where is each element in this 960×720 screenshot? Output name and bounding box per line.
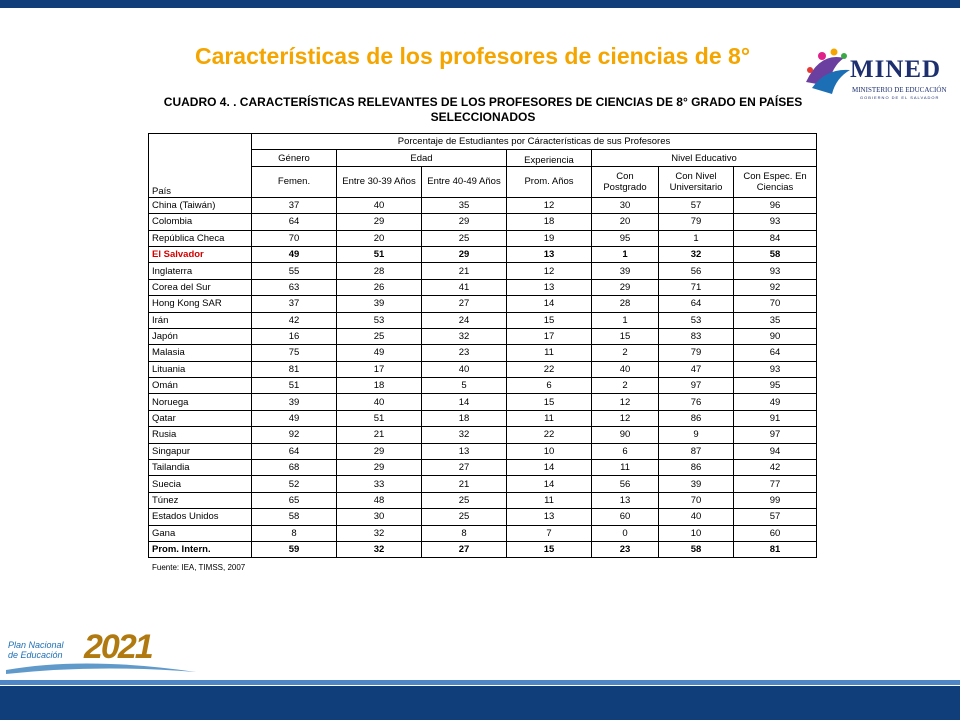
column-header: Prom. Años <box>507 166 592 197</box>
value-cell: 28 <box>592 296 659 312</box>
table-row <box>149 378 817 394</box>
country-cell: Malasia <box>149 345 252 361</box>
table-row <box>149 427 817 443</box>
table-title: CUADRO 4. . CARACTERÍSTICAS RELEVANTES DE LOS PROFESORES DE CIENCIAS DE 8° GRADO EN PAÍSES SELECCIONADOS <box>163 95 803 124</box>
value-cell: 0 <box>592 525 659 541</box>
value-cell: 32 <box>659 246 734 262</box>
value-cell: 1 <box>592 246 659 262</box>
value-cell: 27 <box>422 541 507 557</box>
table-row <box>149 525 817 541</box>
value-cell: 30 <box>337 509 422 525</box>
value-cell: 13 <box>592 492 659 508</box>
logo-subtitle: MINISTERIO DE EDUCACIÓN <box>852 86 947 94</box>
value-cell: 58 <box>659 541 734 557</box>
value-cell: 77 <box>734 476 817 492</box>
country-cell: Estados Unidos <box>149 509 252 525</box>
value-cell: 49 <box>734 394 817 410</box>
value-cell: 60 <box>592 509 659 525</box>
value-cell: 12 <box>592 394 659 410</box>
value-cell: 8 <box>252 525 337 541</box>
table-row <box>149 296 817 312</box>
value-cell: 92 <box>734 279 817 295</box>
value-cell: 14 <box>422 394 507 410</box>
value-cell: 76 <box>659 394 734 410</box>
mined-logo <box>798 44 960 114</box>
country-cell: Corea del Sur <box>149 279 252 295</box>
column-header: Entre 30-39 Años <box>337 166 422 197</box>
value-cell: 27 <box>422 296 507 312</box>
value-cell: 97 <box>659 378 734 394</box>
value-cell: 71 <box>659 279 734 295</box>
value-cell: 94 <box>734 443 817 459</box>
country-cell: Hong Kong SAR <box>149 296 252 312</box>
value-cell: 86 <box>659 460 734 476</box>
table-row <box>149 410 817 426</box>
value-cell: 32 <box>422 427 507 443</box>
table-row <box>149 312 817 328</box>
value-cell: 27 <box>422 460 507 476</box>
value-cell: 22 <box>507 361 592 377</box>
value-cell: 64 <box>252 214 337 230</box>
value-cell: 18 <box>507 214 592 230</box>
value-cell: 25 <box>422 230 507 246</box>
value-cell: 6 <box>592 443 659 459</box>
table-row <box>149 263 817 279</box>
value-cell: 10 <box>659 525 734 541</box>
value-cell: 12 <box>507 197 592 213</box>
value-cell: 84 <box>734 230 817 246</box>
value-cell: 20 <box>337 230 422 246</box>
value-cell: 37 <box>252 296 337 312</box>
plan-text-line-1: Plan Nacional <box>8 640 64 650</box>
main-header: Porcentaje de Estudiantes por Cáracterísticas de sus Profesores <box>252 134 817 150</box>
value-cell: 53 <box>337 312 422 328</box>
value-cell: 75 <box>252 345 337 361</box>
plan-text <box>8 640 64 660</box>
value-cell: 5 <box>422 378 507 394</box>
value-cell: 17 <box>337 361 422 377</box>
teacher-characteristics-table <box>148 133 817 558</box>
value-cell: 7 <box>507 525 592 541</box>
country-cell: Tailandia <box>149 460 252 476</box>
value-cell: 14 <box>507 476 592 492</box>
table-row <box>149 361 817 377</box>
value-cell: 52 <box>252 476 337 492</box>
country-cell: Túnez <box>149 492 252 508</box>
value-cell: 51 <box>252 378 337 394</box>
value-cell: 95 <box>592 230 659 246</box>
value-cell: 35 <box>422 197 507 213</box>
value-cell: 40 <box>592 361 659 377</box>
value-cell: 42 <box>734 460 817 476</box>
country-cell: Prom. Intern. <box>149 541 252 557</box>
value-cell: 12 <box>592 410 659 426</box>
value-cell: 93 <box>734 263 817 279</box>
country-cell: Singapur <box>149 443 252 459</box>
value-cell: 13 <box>507 279 592 295</box>
value-cell: 15 <box>592 328 659 344</box>
column-header: Con Postgrado <box>592 166 659 197</box>
value-cell: 51 <box>337 410 422 426</box>
column-header: Femen. <box>252 166 337 197</box>
table-row <box>149 197 817 213</box>
value-cell: 11 <box>507 345 592 361</box>
value-cell: 70 <box>252 230 337 246</box>
value-cell: 32 <box>422 328 507 344</box>
value-cell: 65 <box>252 492 337 508</box>
value-cell: 29 <box>422 214 507 230</box>
table-row <box>149 541 817 557</box>
value-cell: 49 <box>337 345 422 361</box>
value-cell: 18 <box>337 378 422 394</box>
value-cell: 2 <box>592 378 659 394</box>
country-cell: Qatar <box>149 410 252 426</box>
value-cell: 90 <box>592 427 659 443</box>
value-cell: 53 <box>659 312 734 328</box>
value-cell: 26 <box>337 279 422 295</box>
value-cell: 1 <box>659 230 734 246</box>
pais-header: País <box>149 134 252 198</box>
value-cell: 2 <box>592 345 659 361</box>
value-cell: 32 <box>337 525 422 541</box>
value-cell: 28 <box>337 263 422 279</box>
value-cell: 25 <box>337 328 422 344</box>
country-cell: Colombia <box>149 214 252 230</box>
value-cell: 22 <box>507 427 592 443</box>
value-cell: 57 <box>659 197 734 213</box>
value-cell: 13 <box>422 443 507 459</box>
value-cell: 64 <box>734 345 817 361</box>
value-cell: 39 <box>337 296 422 312</box>
value-cell: 70 <box>659 492 734 508</box>
value-cell: 56 <box>592 476 659 492</box>
value-cell: 58 <box>252 509 337 525</box>
value-cell: 68 <box>252 460 337 476</box>
country-cell: Lituania <box>149 361 252 377</box>
value-cell: 11 <box>507 410 592 426</box>
value-cell: 35 <box>734 312 817 328</box>
country-cell: Noruega <box>149 394 252 410</box>
value-cell: 90 <box>734 328 817 344</box>
value-cell: 29 <box>592 279 659 295</box>
value-cell: 17 <box>507 328 592 344</box>
value-cell: 97 <box>734 427 817 443</box>
value-cell: 21 <box>422 476 507 492</box>
plan-text-line-2: de Educación <box>8 650 63 660</box>
value-cell: 37 <box>252 197 337 213</box>
value-cell: 39 <box>592 263 659 279</box>
value-cell: 63 <box>252 279 337 295</box>
value-cell: 95 <box>734 378 817 394</box>
plan-year: 2021 <box>84 628 152 666</box>
table-header-row-1 <box>149 134 817 150</box>
experiencia-header: Experiencia <box>507 150 592 166</box>
value-cell: 81 <box>252 361 337 377</box>
value-cell: 79 <box>659 345 734 361</box>
table-row <box>149 230 817 246</box>
country-cell: El Salvador <box>149 246 252 262</box>
plan-nacional-logo <box>6 626 206 678</box>
table-row <box>149 246 817 262</box>
table-row <box>149 443 817 459</box>
value-cell: 91 <box>734 410 817 426</box>
value-cell: 20 <box>592 214 659 230</box>
country-cell: Japón <box>149 328 252 344</box>
table-row <box>149 509 817 525</box>
value-cell: 49 <box>252 410 337 426</box>
value-cell: 11 <box>507 492 592 508</box>
logo-name: MINED <box>850 56 942 83</box>
value-cell: 55 <box>252 263 337 279</box>
country-cell: China (Taiwán) <box>149 197 252 213</box>
value-cell: 42 <box>252 312 337 328</box>
value-cell: 16 <box>252 328 337 344</box>
value-cell: 83 <box>659 328 734 344</box>
value-cell: 14 <box>507 460 592 476</box>
country-cell: Inglaterra <box>149 263 252 279</box>
slide-title: Características de los profesores de ciencias de 8° <box>194 43 751 69</box>
value-cell: 40 <box>337 394 422 410</box>
value-cell: 14 <box>507 296 592 312</box>
value-cell: 1 <box>592 312 659 328</box>
value-cell: 96 <box>734 197 817 213</box>
value-cell: 23 <box>422 345 507 361</box>
value-cell: 21 <box>337 427 422 443</box>
value-cell: 11 <box>592 460 659 476</box>
value-cell: 60 <box>734 525 817 541</box>
country-cell: Omán <box>149 378 252 394</box>
value-cell: 41 <box>422 279 507 295</box>
value-cell: 64 <box>252 443 337 459</box>
value-cell: 15 <box>507 541 592 557</box>
value-cell: 93 <box>734 361 817 377</box>
bottom-stripe <box>0 680 960 685</box>
table-row <box>149 476 817 492</box>
value-cell: 49 <box>252 246 337 262</box>
column-header: Entre 40-49 Años <box>422 166 507 197</box>
country-cell: Suecia <box>149 476 252 492</box>
value-cell: 58 <box>734 246 817 262</box>
value-cell: 40 <box>337 197 422 213</box>
value-cell: 30 <box>592 197 659 213</box>
nivel-educativo-header: Nivel Educativo <box>592 150 817 166</box>
value-cell: 19 <box>507 230 592 246</box>
country-cell: República Checa <box>149 230 252 246</box>
table-row <box>149 328 817 344</box>
value-cell: 56 <box>659 263 734 279</box>
value-cell: 29 <box>422 246 507 262</box>
table-row <box>149 214 817 230</box>
value-cell: 15 <box>507 312 592 328</box>
value-cell: 57 <box>734 509 817 525</box>
value-cell: 15 <box>507 394 592 410</box>
value-cell: 29 <box>337 443 422 459</box>
country-cell: Irán <box>149 312 252 328</box>
value-cell: 92 <box>252 427 337 443</box>
value-cell: 29 <box>337 214 422 230</box>
source-note: Fuente: IEA, TIMSS, 2007 <box>152 563 246 572</box>
bottom-banner <box>0 686 960 720</box>
value-cell: 39 <box>659 476 734 492</box>
value-cell: 8 <box>422 525 507 541</box>
value-cell: 86 <box>659 410 734 426</box>
table-row <box>149 460 817 476</box>
value-cell: 47 <box>659 361 734 377</box>
value-cell: 21 <box>422 263 507 279</box>
value-cell: 9 <box>659 427 734 443</box>
country-cell: Gana <box>149 525 252 541</box>
genero-header: Género <box>252 150 337 166</box>
value-cell: 59 <box>252 541 337 557</box>
value-cell: 23 <box>592 541 659 557</box>
value-cell: 32 <box>337 541 422 557</box>
value-cell: 40 <box>659 509 734 525</box>
value-cell: 13 <box>507 246 592 262</box>
value-cell: 70 <box>734 296 817 312</box>
value-cell: 33 <box>337 476 422 492</box>
value-cell: 87 <box>659 443 734 459</box>
value-cell: 51 <box>337 246 422 262</box>
table-row <box>149 279 817 295</box>
edad-header: Edad <box>337 150 507 166</box>
value-cell: 64 <box>659 296 734 312</box>
value-cell: 29 <box>337 460 422 476</box>
value-cell: 6 <box>507 378 592 394</box>
value-cell: 99 <box>734 492 817 508</box>
column-header: Con Nivel Universitario <box>659 166 734 197</box>
value-cell: 24 <box>422 312 507 328</box>
value-cell: 13 <box>507 509 592 525</box>
column-header: Con Espec. En Ciencias <box>734 166 817 197</box>
value-cell: 79 <box>659 214 734 230</box>
logo-subtitle-2: GOBIERNO DE EL SALVADOR <box>860 95 940 100</box>
country-cell: Rusia <box>149 427 252 443</box>
value-cell: 12 <box>507 263 592 279</box>
table-row <box>149 394 817 410</box>
value-cell: 93 <box>734 214 817 230</box>
value-cell: 39 <box>252 394 337 410</box>
value-cell: 48 <box>337 492 422 508</box>
value-cell: 18 <box>422 410 507 426</box>
value-cell: 25 <box>422 492 507 508</box>
table-row <box>149 492 817 508</box>
value-cell: 25 <box>422 509 507 525</box>
value-cell: 40 <box>422 361 507 377</box>
table-row <box>149 345 817 361</box>
value-cell: 10 <box>507 443 592 459</box>
value-cell: 81 <box>734 541 817 557</box>
